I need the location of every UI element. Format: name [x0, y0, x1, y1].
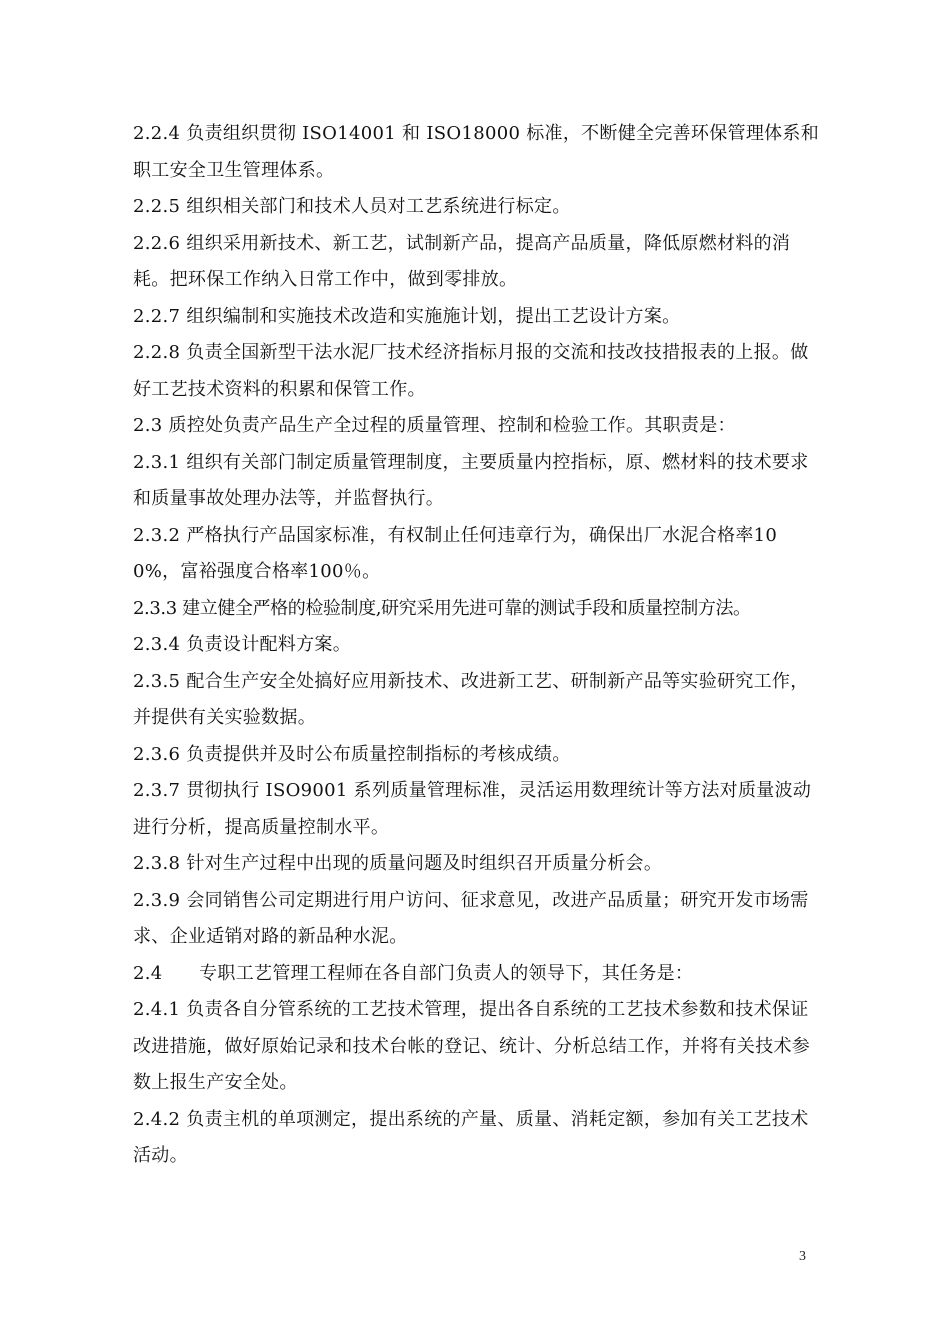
paragraph-2-3-2: 2.3.2 严格执行产品国家标准，有权制止任何违章行为，确保出厂水泥合格率100%，富裕强度合格率100％。 [133, 524, 778, 582]
paragraph-2-2-5: 2.2.5 组织相关部门和技术人员对工艺系统进行标定。 [133, 196, 571, 217]
paragraph-2-2-8: 2.2.8 负责全国新型干法水泥厂技术经济指标月报的交流和技改技措报表的上报。做好工艺技术资料的积累和保管工作。 [133, 342, 809, 400]
paragraph-2-3-8: 2.3.8 针对生产过程中出现的质量问题及时组织召开质量分析会。 [133, 853, 663, 874]
paragraph-2-2-6: 2.2.6 组织采用新技术、新工艺，试制新产品，提高产品质量，降低原燃材料的消耗。把环保工作纳入日常工作中，做到零排放。 [133, 232, 791, 290]
paragraph-2-3: 2.3 质控处负责产品生产全过程的质量管理、控制和检验工作。其职责是： [133, 415, 736, 436]
page-number: 3 [799, 1249, 806, 1264]
paragraph-2-3-3: 2.3.3 建立健全严格的检验制度,研究采用先进可靠的测试手段和质量控制方法。 [133, 597, 751, 619]
paragraph-2-2-7: 2.2.7 组织编制和实施技术改造和实施施计划，提出工艺设计方案。 [133, 305, 681, 327]
document-body [133, 116, 823, 1175]
paragraph-2-3-4: 2.3.4 负责设计配料方案。 [133, 634, 352, 655]
paragraph-2-4-2: 2.4.2 负责主机的单项测定，提出系统的产量、质量、消耗定额，参加有关工艺技术活动。 [133, 1108, 809, 1166]
paragraph-2-3-7: 2.3.7 贯彻执行 ISO9001 系列质量管理标准，灵活运用数理统计等方法对质量波动进行分析，提高质量控制水平。 [133, 780, 812, 838]
paragraph-2-4: 2.4 专职工艺管理工程师在各自部门负责人的领导下，其任务是： [133, 962, 694, 984]
paragraph-2-3-1: 2.3.1 组织有关部门制定质量管理制度，主要质量内控指标，原、燃材料的技术要求和质量事故处理办法等，并监督执行。 [133, 451, 809, 509]
paragraph-2-3-9: 2.3.9 会同销售公司定期进行用户访问、征求意见，改进产品质量；研究开发市场需求、企业适销对路的新品种水泥。 [133, 889, 809, 947]
paragraph-2-2-4: 2.2.4 负责组织贯彻 ISO14001 和 ISO18000 标准，不断健全完善环保管理体系和职工安全卫生管理体系。 [133, 123, 820, 181]
paragraph-2-4-1: 2.4.1 负责各自分管系统的工艺技术管理，提出各自系统的工艺技术参数和技术保证改进措施，做好原始记录和技术台帐的登记、统计、分析总结工作，并将有关技术参数上报生产安全处。 [133, 999, 811, 1093]
paragraph-2-3-6: 2.3.6 负责提供并及时公布质量控制指标的考核成绩。 [133, 743, 571, 765]
paragraph-2-3-5: 2.3.5 配合生产安全处搞好应用新技术、改进新工艺、研制新产品等实验研究工作，并提供有关实验数据。 [133, 670, 809, 728]
